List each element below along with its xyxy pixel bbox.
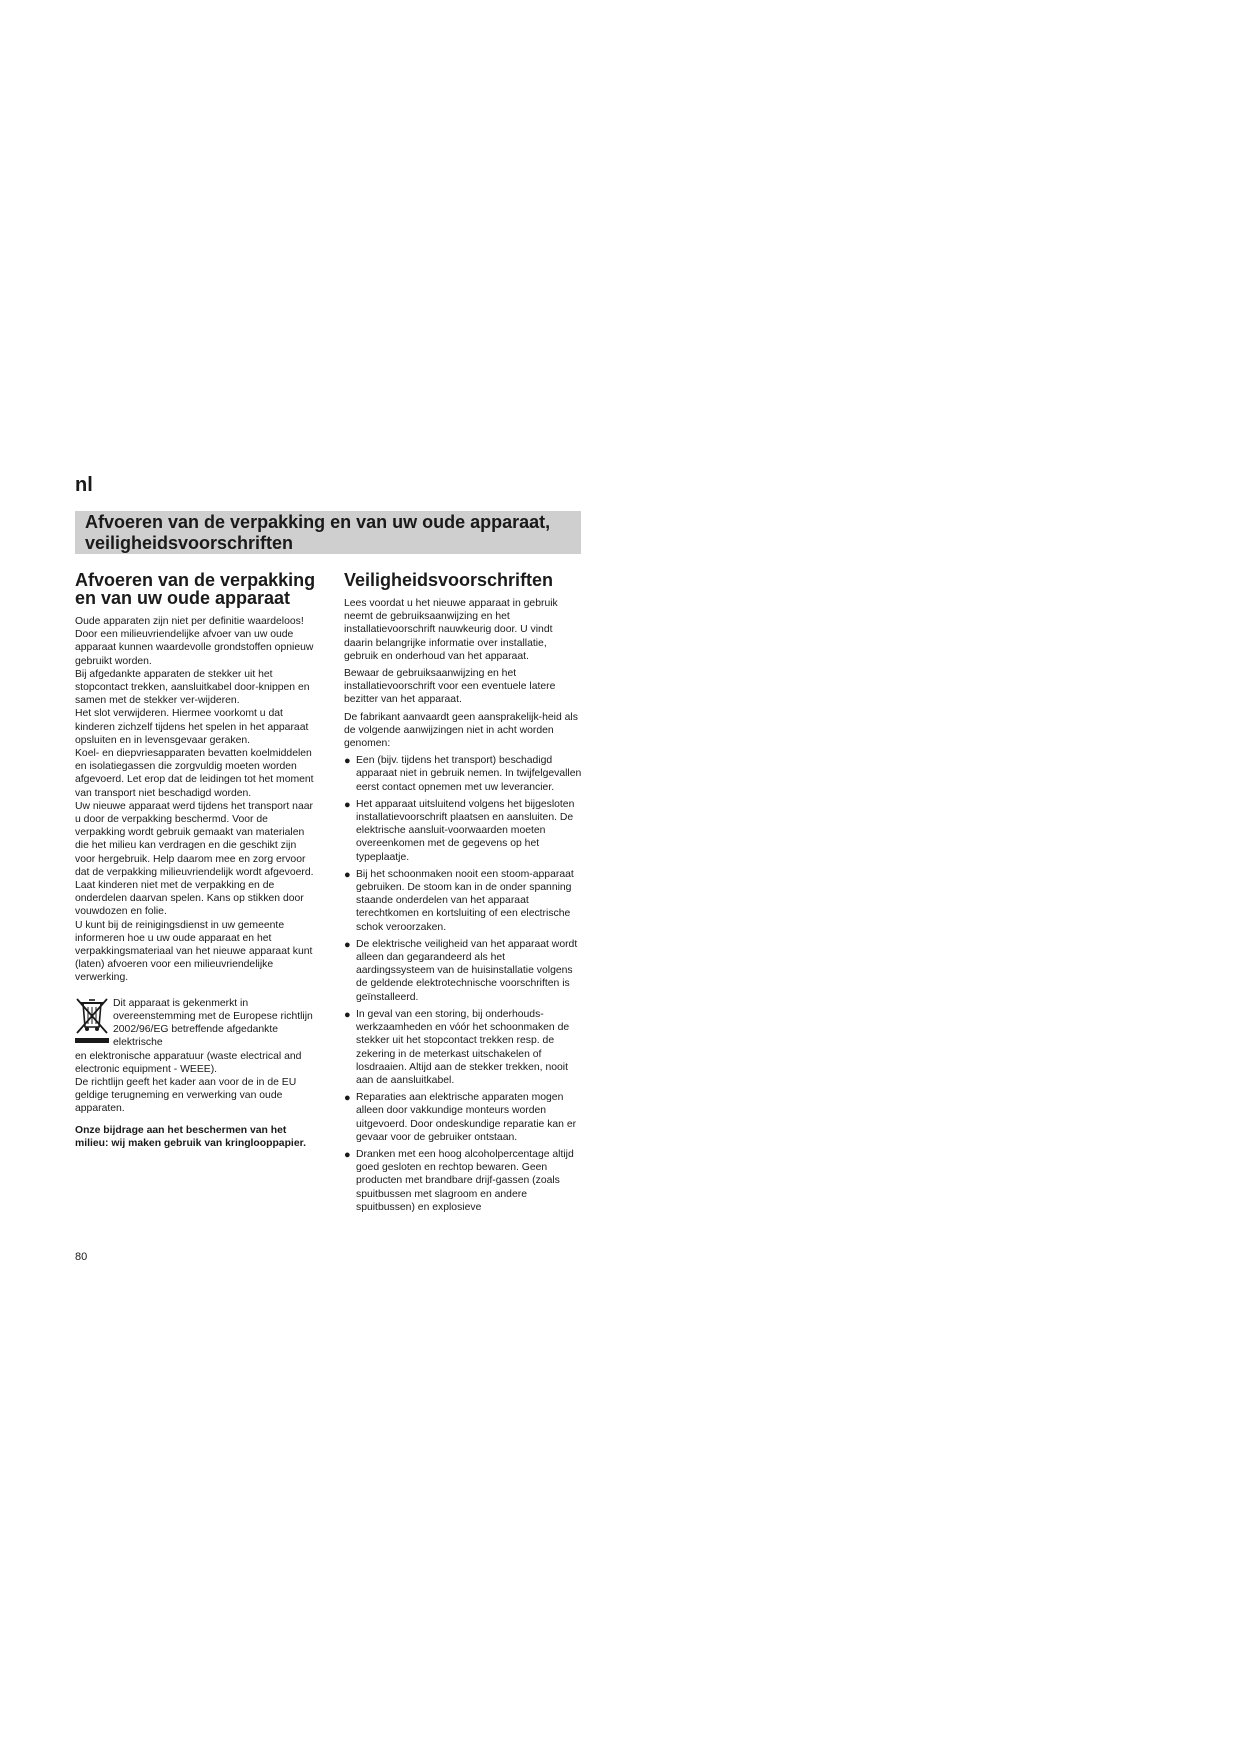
weee-text-continued: en elektronische apparatuur (waste electrical and electronic equipment - WEEE). [75, 1050, 302, 1075]
list-item-text: Een (bijv. tijdens het transport) beschadigd apparaat niet in gebruik nemen. In twijfelgevallen eerst contact opnemen met uw leverancier. [356, 755, 582, 793]
paragraph: Laat kinderen niet met de verpakking en de onderdelen daarvan spelen. Kans op stikken door vouwdozen en folie. [75, 880, 304, 918]
paragraph: Bij afgedankte apparaten de stekker uit het stopcontact trekken, aansluitkabel door-knippen en samen met de stekker ver-wijderen. [75, 668, 310, 707]
paragraph: Het slot verwijderen. Hiermee voorkomt u dat kinderen zichzelf tijdens het spelen in het apparaat opsluiten en in levensgevaar geraken. [75, 708, 309, 746]
list-item-text: In geval van een storing, bij onderhouds-werkzaamheden en vóór het schoonmaken de stekker uit het stopcontact trekken resp. de zekering in de meterkast uitschakelen of losdraaien. Altijd aan de stekker trekken, nooit aan de aansluitkabel. [356, 1008, 570, 1086]
paragraph: Koel- en diepvriesapparaten bevatten koelmiddelen en isolatiegassen die zorgvuldig moeten worden afgevoerd. Let erop dat de leidingen tot het moment van transport niet beschadigd worden. [75, 748, 314, 799]
left-heading-line1: Afvoeren van de verpakking [75, 570, 316, 590]
page-number: 80 [75, 1251, 88, 1263]
list-item-text: De elektrische veiligheid van het apparaat wordt alleen dan gegarandeerd als het aardingssysteem van de huisinstallatie volgens de geldende elektrotechnische voorschriften is geïnstalleerd. [356, 938, 578, 1003]
banner-title-line2: veiligheidsvoorschriften [85, 533, 294, 553]
bullet-icon: ● [344, 755, 351, 768]
right-column [344, 571, 582, 1218]
bullet-icon: ● [344, 1008, 351, 1021]
list-item-text: Bij het schoonmaken nooit een stoom-apparaat gebruiken. De stoom kan in de onder spanning staande onderdelen van het apparaat terechtkomen en kortsluiting of een electrische schok veroorzaken. [356, 868, 574, 933]
list-item [344, 754, 582, 794]
bullet-icon: ● [344, 798, 351, 811]
left-heading-line2: en van uw oude apparaat [75, 588, 291, 608]
paragraph: Bewaar de gebruiksaanwijzing en het installatievoorschrift voor een eventuele latere bezitter van het apparaat. [344, 668, 556, 706]
left-column [75, 571, 317, 1150]
list-item [344, 868, 582, 934]
paragraph: Lees voordat u het nieuwe apparaat in gebruik neemt de gebruiksaanwijzing en het installatievoorschrift nauwkeurig door. U vindt daarin belangrijke informatie over installatie, gebruik en onderhoud van het apparaat. [344, 598, 558, 662]
bullet-icon: ● [344, 1092, 351, 1105]
weee-notice [75, 997, 317, 1050]
bullet-icon: ● [344, 938, 351, 951]
section-banner [75, 511, 581, 554]
list-item-text: Het apparaat uitsluitend volgens het bijgesloten installatievoorschrift plaatsen en aansluiten. De elektrische aansluit-voorwaarden moeten overeenkomen met de gegevens op het typeplaatje. [356, 798, 575, 863]
crossed-out-wheelie-bin-icon [75, 997, 109, 1043]
paragraph: Oude apparaten zijn niet per definitie waardeloos! Door een milieuvriendelijke afvoer van uw oude apparaat kunnen waardevolle grondstoffen opnieuw gebruikt worden. [75, 616, 314, 667]
paragraph: De richtlijn geeft het kader aan voor de in de EU geldige terugneming en verwerking van oude apparaten. [75, 1076, 297, 1115]
right-heading: Veiligheidsvoorschriften [344, 570, 554, 590]
bullet-icon: ● [344, 868, 351, 881]
language-code: nl [75, 474, 93, 496]
list-item-text: Dranken met een hoog alcoholpercentage altijd goed gesloten en rechtop bewaren. Geen producten met brandbare drijf-gassen (zoals spuitbussen met slagroom en andere spuitbussen) en explosieve [356, 1148, 574, 1213]
paragraph: De fabrikant aanvaardt geen aansprakelijk-heid als de volgende aanwijzingen niet in acht worden genomen: [344, 711, 578, 750]
list-item [344, 938, 582, 1004]
list-item [344, 798, 582, 864]
paragraph: U kunt bij de reinigingsdienst in uw gemeente informeren hoe u uw oude apparaat en het verpakkingsmateriaal van het nieuwe apparaat kunt (laten) afvoeren voor een milieuvriendelijke verwerking. [75, 919, 313, 984]
safety-list [344, 754, 582, 1214]
list-item [344, 1008, 582, 1087]
weee-text: Dit apparaat is gekenmerkt in overeenstemming met de Europese richtlijn 2002/96/EG betreffende afgedankte elektrische [113, 997, 313, 1049]
banner-title-line1: Afvoeren van de verpakking en van uw oude apparaat, [85, 512, 551, 532]
left-heading [75, 571, 317, 607]
list-item-text: Reparaties aan elektrische apparaten mogen alleen door vakkundige monteurs worden uitgevoerd. Door ondeskundige reparatie kan er gevaar voor de gebruiker ontstaan. [356, 1092, 577, 1143]
environment-note: Onze bijdrage aan het beschermen van het milieu: wij maken gebruik van kringlooppapier. [75, 1124, 306, 1149]
list-item [344, 1091, 582, 1144]
paragraph: Uw nieuwe apparaat werd tijdens het transport naar u door de verpakking beschermd. Voor de verpakking wordt gebruik gemaakt van materialen die het milieu kan verdragen en die geschikt zijn voor hergebruik. Help daarom mee en zorg ervoor dat de verpakking milieuvriendelijk wordt afgevoerd. [75, 800, 314, 878]
list-item [344, 1148, 582, 1214]
bullet-icon: ● [344, 1148, 351, 1161]
